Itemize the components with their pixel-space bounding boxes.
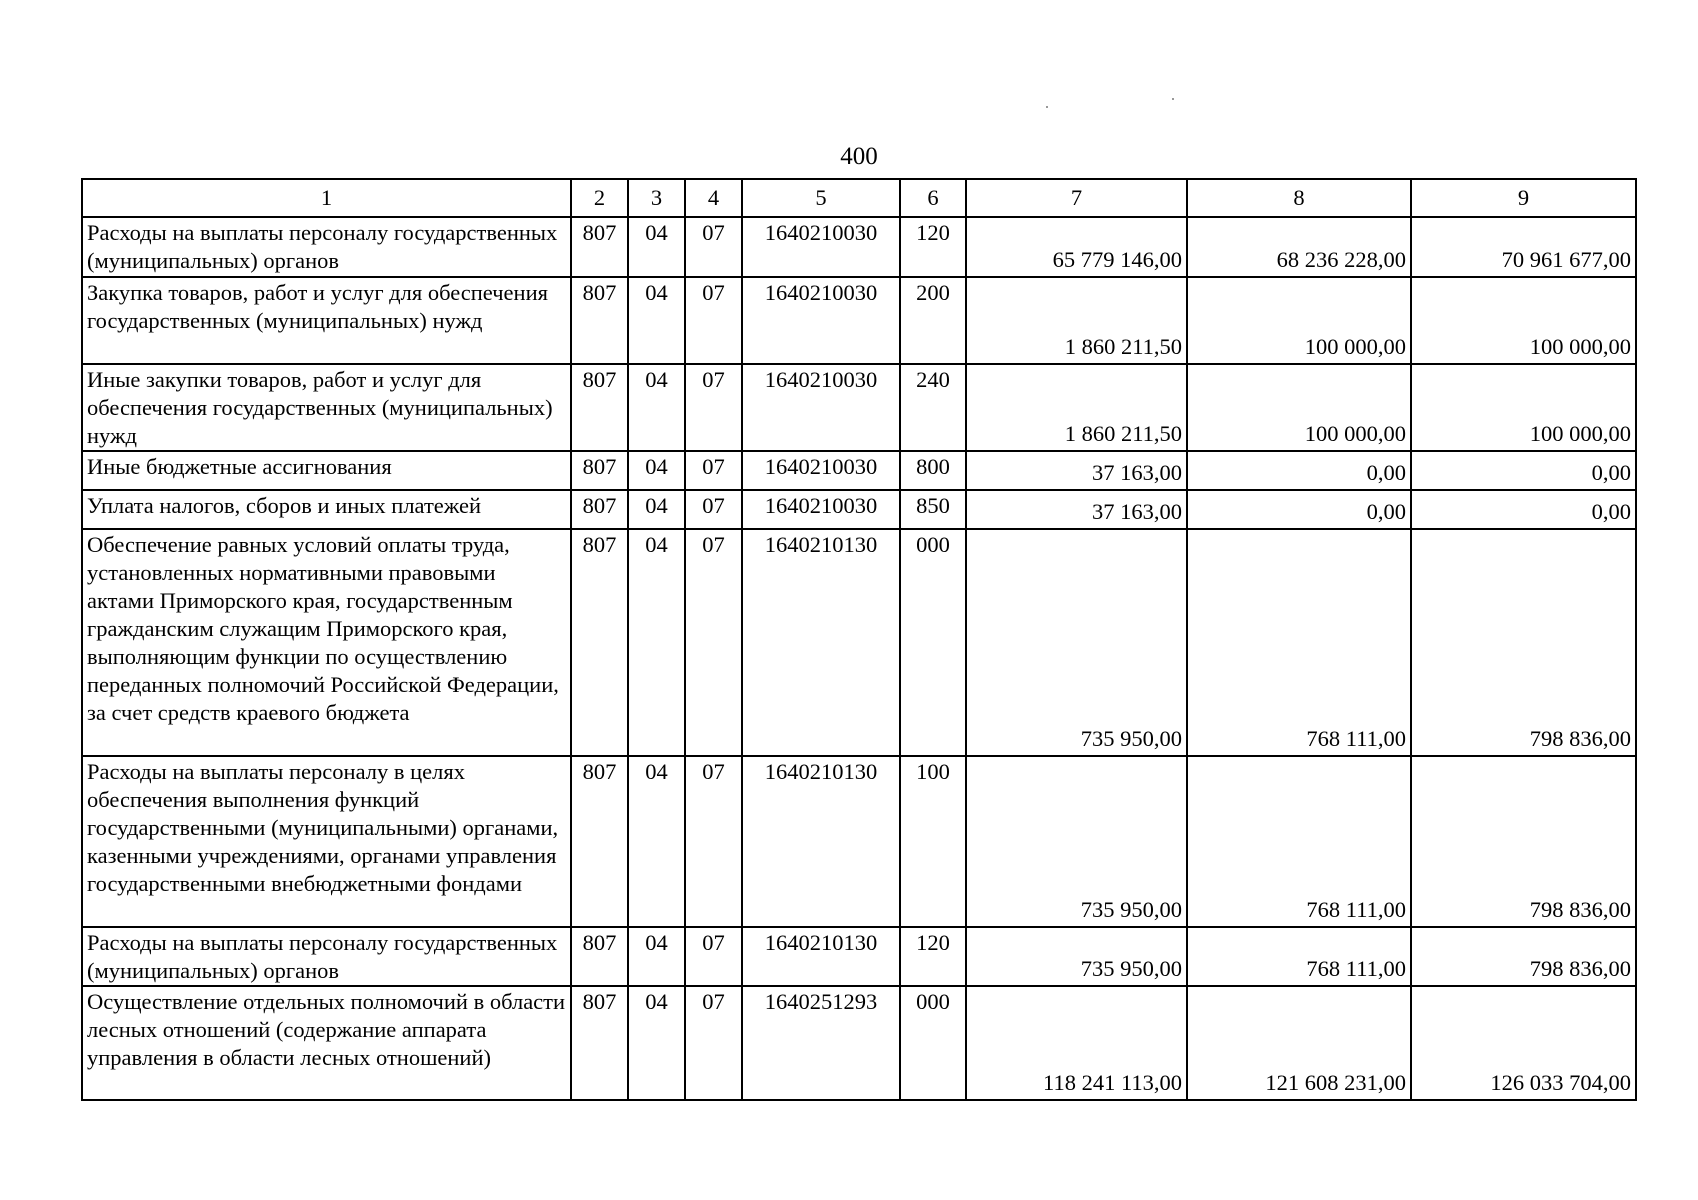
expense-name: Осуществление отдельных полномочий в области лесных отношений (содержание аппарата управления в области лесных отношений): [82, 986, 571, 1100]
code-gr: 807: [571, 217, 628, 277]
column-header: 3: [628, 179, 685, 217]
column-header: 5: [742, 179, 900, 217]
column-header: 1: [82, 179, 571, 217]
scan-speck: [1172, 98, 1174, 100]
amount-col9: 798 836,00: [1411, 529, 1636, 756]
amount-col7: 37 163,00: [966, 490, 1187, 529]
code-csr: 1640210130: [742, 927, 900, 986]
code-gr: 807: [571, 927, 628, 986]
code-vr: 240: [900, 364, 966, 451]
code-pr: 07: [685, 217, 742, 277]
code-vr: 000: [900, 529, 966, 756]
amount-col7: 1 860 211,50: [966, 277, 1187, 364]
code-rz: 04: [628, 451, 685, 490]
expense-name: Обеспечение равных условий оплаты труда, установленных нормативными правовыми актами Приморского края, государственным гражданским служащим Приморского края, выполняющим функции по осуществлению переданных полномочий Российской Федерации, за счет средств краевого бюджета: [82, 529, 571, 756]
scan-speck: [1046, 106, 1048, 108]
code-pr: 07: [685, 986, 742, 1100]
code-gr: 807: [571, 986, 628, 1100]
table-row: [82, 756, 1636, 927]
page-number: 400: [840, 143, 878, 170]
amount-col8: 768 111,00: [1187, 927, 1411, 986]
column-header: 4: [685, 179, 742, 217]
amount-col7: 735 950,00: [966, 756, 1187, 927]
header-row: [82, 179, 1636, 217]
code-rz: 04: [628, 277, 685, 364]
table-row: [82, 451, 1636, 490]
code-vr: 100: [900, 756, 966, 927]
amount-col9: 798 836,00: [1411, 756, 1636, 927]
code-csr: 1640210130: [742, 756, 900, 927]
column-header: 9: [1411, 179, 1636, 217]
code-gr: 807: [571, 490, 628, 529]
code-rz: 04: [628, 927, 685, 986]
code-rz: 04: [628, 986, 685, 1100]
code-csr: 1640210030: [742, 451, 900, 490]
amount-col7: 118 241 113,00: [966, 986, 1187, 1100]
code-pr: 07: [685, 490, 742, 529]
code-rz: 04: [628, 756, 685, 927]
code-pr: 07: [685, 927, 742, 986]
amount-col9: 70 961 677,00: [1411, 217, 1636, 277]
code-csr: 1640210030: [742, 490, 900, 529]
table-header: [82, 179, 1636, 217]
budget-table: [81, 178, 1637, 1101]
code-vr: 850: [900, 490, 966, 529]
code-csr: 1640251293: [742, 986, 900, 1100]
table-row: [82, 529, 1636, 756]
amount-col7: 37 163,00: [966, 451, 1187, 490]
amount-col8: 100 000,00: [1187, 364, 1411, 451]
amount-col9: 798 836,00: [1411, 927, 1636, 986]
code-gr: 807: [571, 756, 628, 927]
amount-col8: 121 608 231,00: [1187, 986, 1411, 1100]
amount-col7: 1 860 211,50: [966, 364, 1187, 451]
code-pr: 07: [685, 277, 742, 364]
expense-name: Иные закупки товаров, работ и услуг для обеспечения государственных (муниципальных) нужд: [82, 364, 571, 451]
code-csr: 1640210030: [742, 277, 900, 364]
code-rz: 04: [628, 364, 685, 451]
amount-col8: 768 111,00: [1187, 529, 1411, 756]
code-pr: 07: [685, 756, 742, 927]
code-pr: 07: [685, 529, 742, 756]
amount-col9: 100 000,00: [1411, 277, 1636, 364]
code-csr: 1640210130: [742, 529, 900, 756]
expense-name: Расходы на выплаты персоналу в целях обеспечения выполнения функций государственными (муниципальными) органами, казенными учреждениями, органами управления государственными внебюджетными фондами: [82, 756, 571, 927]
amount-col9: 100 000,00: [1411, 364, 1636, 451]
amount-col8: 68 236 228,00: [1187, 217, 1411, 277]
code-pr: 07: [685, 364, 742, 451]
amount-col7: 65 779 146,00: [966, 217, 1187, 277]
table-row: [82, 986, 1636, 1100]
expense-name: Уплата налогов, сборов и иных платежей: [82, 490, 571, 529]
expense-name: Иные бюджетные ассигнования: [82, 451, 571, 490]
amount-col9: 0,00: [1411, 451, 1636, 490]
table-row: [82, 217, 1636, 277]
column-header: 8: [1187, 179, 1411, 217]
table-row: [82, 277, 1636, 364]
expense-name: Расходы на выплаты персоналу государственных (муниципальных) органов: [82, 927, 571, 986]
code-vr: 120: [900, 927, 966, 986]
table-row: [82, 364, 1636, 451]
amount-col7: 735 950,00: [966, 927, 1187, 986]
amount-col8: 768 111,00: [1187, 756, 1411, 927]
amount-col8: 100 000,00: [1187, 277, 1411, 364]
column-header: 7: [966, 179, 1187, 217]
table-row: [82, 490, 1636, 529]
amount-col9: 126 033 704,00: [1411, 986, 1636, 1100]
expense-name: Закупка товаров, работ и услуг для обеспечения государственных (муниципальных) нужд: [82, 277, 571, 364]
amount-col9: 0,00: [1411, 490, 1636, 529]
code-rz: 04: [628, 529, 685, 756]
code-vr: 800: [900, 451, 966, 490]
table-body: [82, 217, 1636, 1100]
expense-name: Расходы на выплаты персоналу государственных (муниципальных) органов: [82, 217, 571, 277]
table-row: [82, 927, 1636, 986]
code-pr: 07: [685, 451, 742, 490]
amount-col7: 735 950,00: [966, 529, 1187, 756]
column-header: 2: [571, 179, 628, 217]
amount-col8: 0,00: [1187, 490, 1411, 529]
code-vr: 000: [900, 986, 966, 1100]
code-csr: 1640210030: [742, 364, 900, 451]
code-csr: 1640210030: [742, 217, 900, 277]
column-header: 6: [900, 179, 966, 217]
code-gr: 807: [571, 364, 628, 451]
amount-col8: 0,00: [1187, 451, 1411, 490]
code-gr: 807: [571, 277, 628, 364]
code-gr: 807: [571, 529, 628, 756]
code-rz: 04: [628, 217, 685, 277]
code-rz: 04: [628, 490, 685, 529]
code-vr: 200: [900, 277, 966, 364]
code-vr: 120: [900, 217, 966, 277]
code-gr: 807: [571, 451, 628, 490]
